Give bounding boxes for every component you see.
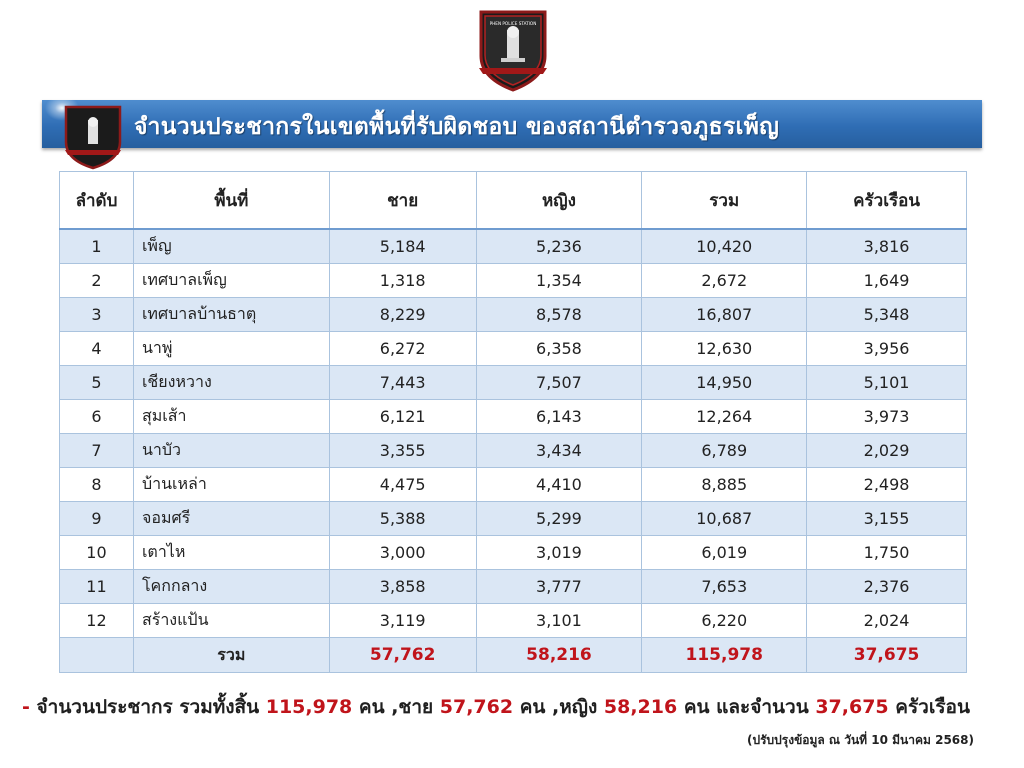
cell-female: 3,101 — [476, 604, 642, 638]
cell-total: 16,807 — [642, 298, 807, 332]
cell-male: 4,475 — [329, 468, 476, 502]
cell-female: 5,236 — [476, 229, 642, 264]
cell-male: 5,184 — [329, 229, 476, 264]
cell-area: เทศบาลบ้านธาตุ — [133, 298, 329, 332]
cell-households: 2,376 — [807, 570, 967, 604]
cell-male: 6,272 — [329, 332, 476, 366]
cell-female: 3,019 — [476, 536, 642, 570]
cell-households: 2,498 — [807, 468, 967, 502]
summary-text-4: คน และจำนวน — [683, 696, 809, 718]
cell-households: 3,816 — [807, 229, 967, 264]
cell-order: 3 — [60, 298, 134, 332]
cell-order: 4 — [60, 332, 134, 366]
table-row — [60, 229, 967, 264]
total-blank-cell — [60, 638, 134, 673]
cell-total: 2,672 — [642, 264, 807, 298]
cell-order: 6 — [60, 400, 134, 434]
table-row — [60, 502, 967, 536]
cell-female: 6,358 — [476, 332, 642, 366]
total-female: 58,216 — [476, 638, 642, 673]
cell-male: 3,858 — [329, 570, 476, 604]
table-row — [60, 366, 967, 400]
cell-total: 8,885 — [642, 468, 807, 502]
cell-area: สุมเส้า — [133, 400, 329, 434]
total-sum: 115,978 — [642, 638, 807, 673]
banner-police-badge-logo — [62, 104, 124, 170]
table-row — [60, 434, 967, 468]
table-row — [60, 536, 967, 570]
cell-total: 12,630 — [642, 332, 807, 366]
summary-text-2: คน ,ชาย — [358, 696, 434, 718]
cell-order: 12 — [60, 604, 134, 638]
cell-area: เพ็ญ — [133, 229, 329, 264]
cell-total: 7,653 — [642, 570, 807, 604]
cell-male: 6,121 — [329, 400, 476, 434]
cell-order: 10 — [60, 536, 134, 570]
cell-households: 1,750 — [807, 536, 967, 570]
summary-text-1: จำนวนประชากร รวมทั้งสิ้น — [36, 696, 260, 718]
cell-male: 3,355 — [329, 434, 476, 468]
logo-text: PHEN POLICE STATION — [489, 21, 537, 26]
cell-total: 10,420 — [642, 229, 807, 264]
cell-households: 3,155 — [807, 502, 967, 536]
police-badge-logo — [475, 8, 551, 92]
cell-order: 7 — [60, 434, 134, 468]
summary-dash: - — [22, 696, 30, 718]
cell-female: 8,578 — [476, 298, 642, 332]
cell-order: 11 — [60, 570, 134, 604]
total-male: 57,762 — [329, 638, 476, 673]
table-row — [60, 332, 967, 366]
cell-households: 3,956 — [807, 332, 967, 366]
cell-area: จอมศรี — [133, 502, 329, 536]
cell-male: 5,388 — [329, 502, 476, 536]
summary-households: 37,675 — [815, 696, 889, 718]
cell-male: 8,229 — [329, 298, 476, 332]
table-row — [60, 570, 967, 604]
cell-households: 3,973 — [807, 400, 967, 434]
cell-households: 1,649 — [807, 264, 967, 298]
cell-households: 5,348 — [807, 298, 967, 332]
total-households: 37,675 — [807, 638, 967, 673]
cell-order: 5 — [60, 366, 134, 400]
cell-area: เชียงหวาง — [133, 366, 329, 400]
cell-households: 2,029 — [807, 434, 967, 468]
table-row — [60, 400, 967, 434]
header-male: ชาย — [329, 172, 476, 230]
table-header-row — [60, 172, 967, 230]
cell-area: สร้างแป้น — [133, 604, 329, 638]
cell-total: 6,019 — [642, 536, 807, 570]
header-area: พื้นที่ — [133, 172, 329, 230]
header-total: รวม — [642, 172, 807, 230]
cell-households: 5,101 — [807, 366, 967, 400]
summary-female: 58,216 — [603, 696, 678, 718]
cell-area: เทศบาลเพ็ญ — [133, 264, 329, 298]
cell-female: 3,777 — [476, 570, 642, 604]
cell-total: 14,950 — [642, 366, 807, 400]
cell-area: โคกกลาง — [133, 570, 329, 604]
cell-female: 7,507 — [476, 366, 642, 400]
table-total-row — [60, 638, 967, 673]
summary-male: 57,762 — [439, 696, 514, 718]
total-label: รวม — [133, 638, 329, 673]
cell-male: 7,443 — [329, 366, 476, 400]
cell-total: 6,789 — [642, 434, 807, 468]
table-row — [60, 298, 967, 332]
population-table — [59, 171, 967, 673]
cell-total: 6,220 — [642, 604, 807, 638]
cell-female: 6,143 — [476, 400, 642, 434]
cell-area: บ้านเหล่า — [133, 468, 329, 502]
update-note: (ปรับปรุงข้อมูล ณ วันที่ 10 มีนาคม 2568) — [746, 733, 974, 747]
summary-text-5: ครัวเรือน — [895, 696, 970, 718]
cell-male: 1,318 — [329, 264, 476, 298]
cell-area: นาพู่ — [133, 332, 329, 366]
cell-female: 1,354 — [476, 264, 642, 298]
cell-order: 1 — [60, 229, 134, 264]
cell-order: 8 — [60, 468, 134, 502]
cell-female: 3,434 — [476, 434, 642, 468]
summary-line — [22, 692, 970, 722]
cell-households: 2,024 — [807, 604, 967, 638]
cell-female: 5,299 — [476, 502, 642, 536]
header-order: ลำดับ — [60, 172, 134, 230]
table-row — [60, 604, 967, 638]
header-female: หญิง — [476, 172, 642, 230]
cell-female: 4,410 — [476, 468, 642, 502]
cell-male: 3,119 — [329, 604, 476, 638]
cell-total: 10,687 — [642, 502, 807, 536]
table-row — [60, 264, 967, 298]
cell-order: 2 — [60, 264, 134, 298]
cell-area: เตาไห — [133, 536, 329, 570]
cell-area: นาบัว — [133, 434, 329, 468]
summary-text-3: คน ,หญิง — [519, 696, 598, 718]
cell-male: 3,000 — [329, 536, 476, 570]
table-row — [60, 468, 967, 502]
summary-total: 115,978 — [265, 696, 353, 718]
banner-title: จำนวนประชากรในเขตพื้นที่รับผิดชอบ ของสถานีตำรวจภูธรเพ็ญ — [134, 114, 780, 140]
cell-total: 12,264 — [642, 400, 807, 434]
cell-order: 9 — [60, 502, 134, 536]
title-banner — [42, 100, 982, 148]
header-households: ครัวเรือน — [807, 172, 967, 230]
